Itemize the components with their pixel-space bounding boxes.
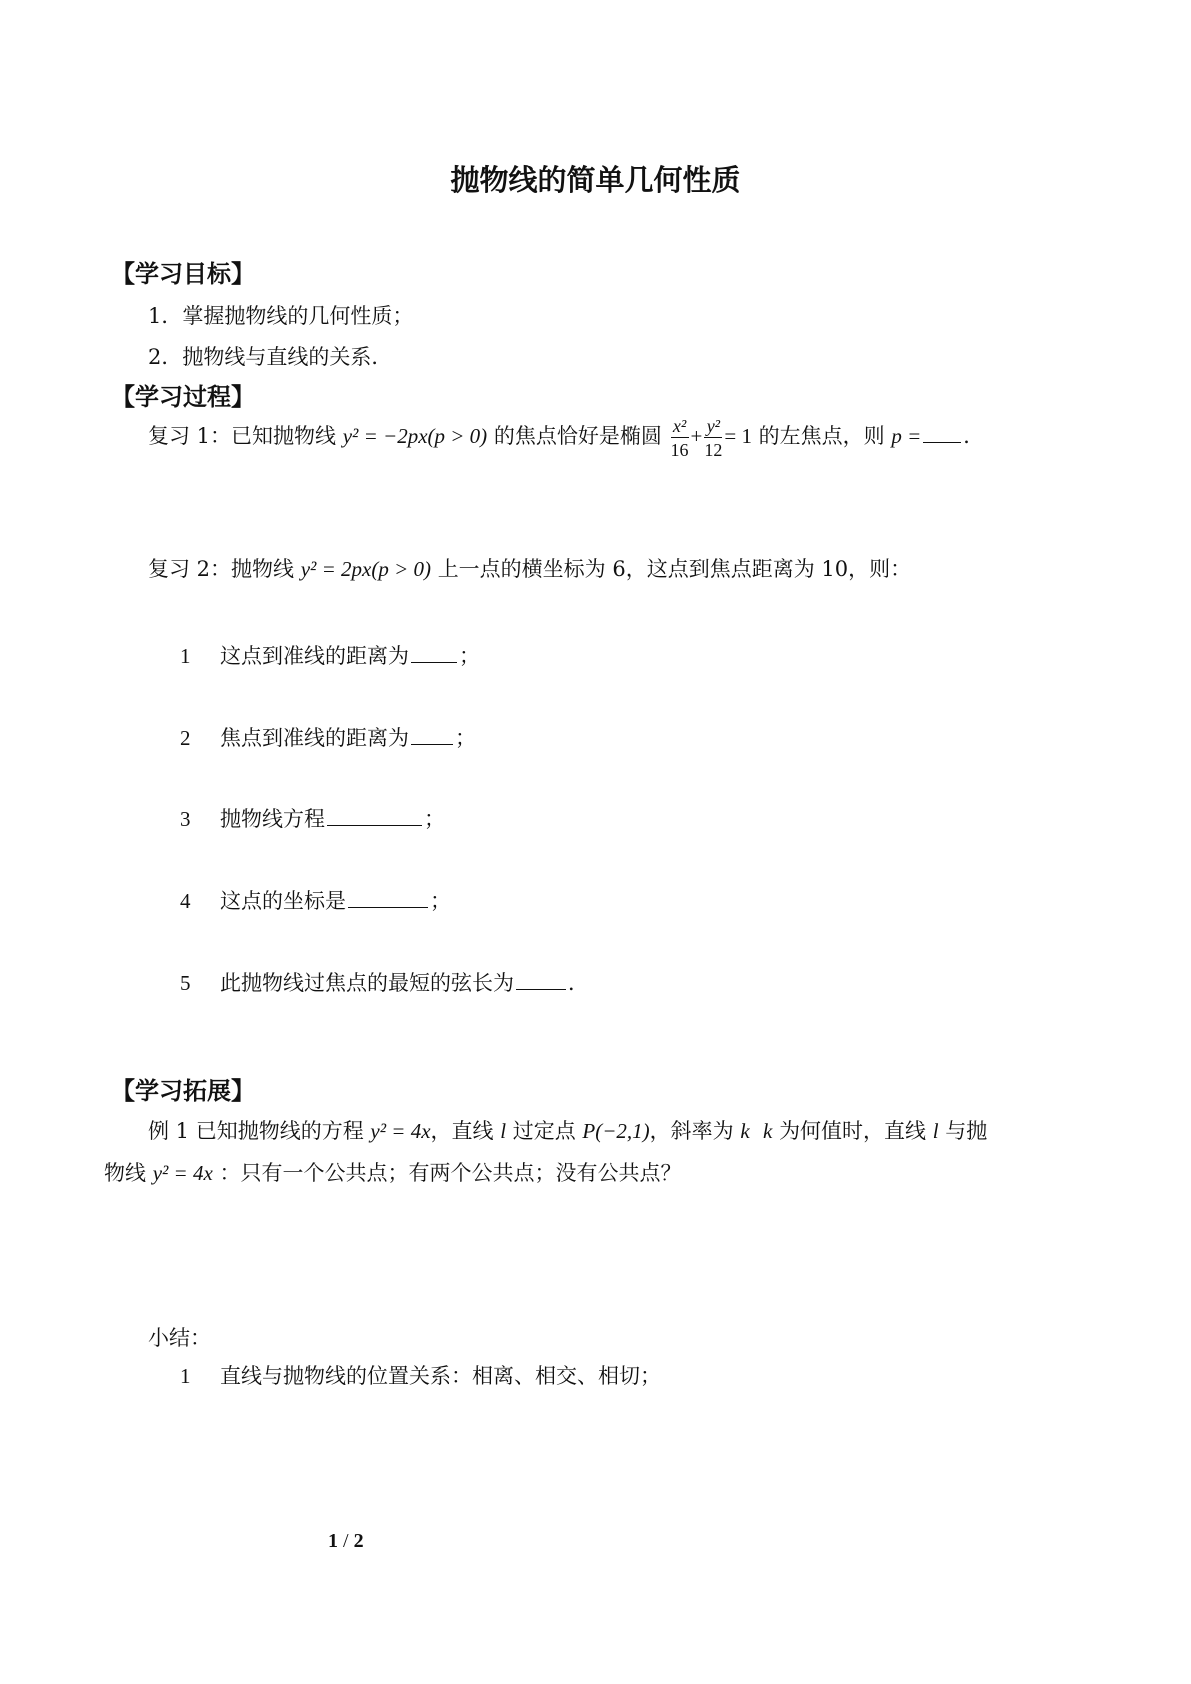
question-item: 3 抛物线方程 ；	[180, 807, 445, 831]
summary-label: 小结：	[148, 1326, 211, 1350]
answer-blank[interactable]	[923, 424, 961, 443]
answer-blank[interactable]	[348, 889, 428, 908]
answer-blank[interactable]	[411, 726, 453, 745]
parabola-equation: y² = −2px(p > 0)	[342, 424, 488, 448]
process-heading: 【学习过程】	[111, 382, 255, 411]
page-number: 1 / 2	[328, 1530, 364, 1552]
goal-item: 1．掌握抛物线的几何性质；	[148, 304, 414, 328]
parabola-equation: y² = 2px(p > 0)	[300, 557, 431, 581]
example-1-line-2: 物线 y² = 4x ：只有一个公共点；有两个公共点；没有公共点？	[104, 1161, 682, 1185]
goal-item: 2．抛物线与直线的关系．	[148, 345, 393, 369]
ellipse-term-x: $\frac{\text{x²}}{16}$	[670, 415, 689, 460]
example-1-line-1: 例 1 已知抛物线的方程 y² = 4x，直线 l 过定点 P(−2,1)，斜率为 k k 为何值时，直线 l 与抛	[148, 1119, 988, 1143]
ellipse-term-y: $\frac{\text{y²}}{12}$	[704, 415, 723, 460]
answer-blank[interactable]	[516, 971, 566, 990]
extension-heading: 【学习拓展】	[111, 1076, 255, 1105]
parabola-equation: y² = 4x	[370, 1119, 431, 1143]
review-1: 复习 1：已知抛物线 y² = −2px(p > 0) 的焦点恰好是椭圆 $\frac{\text{x²}}{16}$ + $\frac{\text{y²}}{12}$ = 1 的左焦点，则 p = ．	[148, 415, 985, 460]
goals-heading: 【学习目标】	[111, 259, 255, 288]
fixed-point: P(−2,1)	[582, 1119, 650, 1143]
question-item: 4 这点的坐标是 ；	[180, 889, 451, 913]
summary-item: 1 直线与抛物线的位置关系：相离、相交、相切；	[180, 1364, 661, 1388]
question-item: 2 焦点到准线的距离为 ；	[180, 726, 476, 750]
page-title: 抛物线的简单几何性质	[450, 163, 741, 197]
question-item: 5 此抛物线过焦点的最短的弦长为 ．	[180, 971, 589, 995]
question-item: 1 这点到准线的距离为 ；	[180, 644, 480, 668]
review-2: 复习 2：抛物线 y² = 2px(p > 0) 上一点的横坐标为 6，这点到焦点距离为 10，则：	[148, 557, 912, 581]
answer-blank[interactable]	[327, 807, 422, 826]
answer-blank[interactable]	[411, 644, 457, 663]
parabola-equation: y² = 4x	[152, 1161, 213, 1185]
